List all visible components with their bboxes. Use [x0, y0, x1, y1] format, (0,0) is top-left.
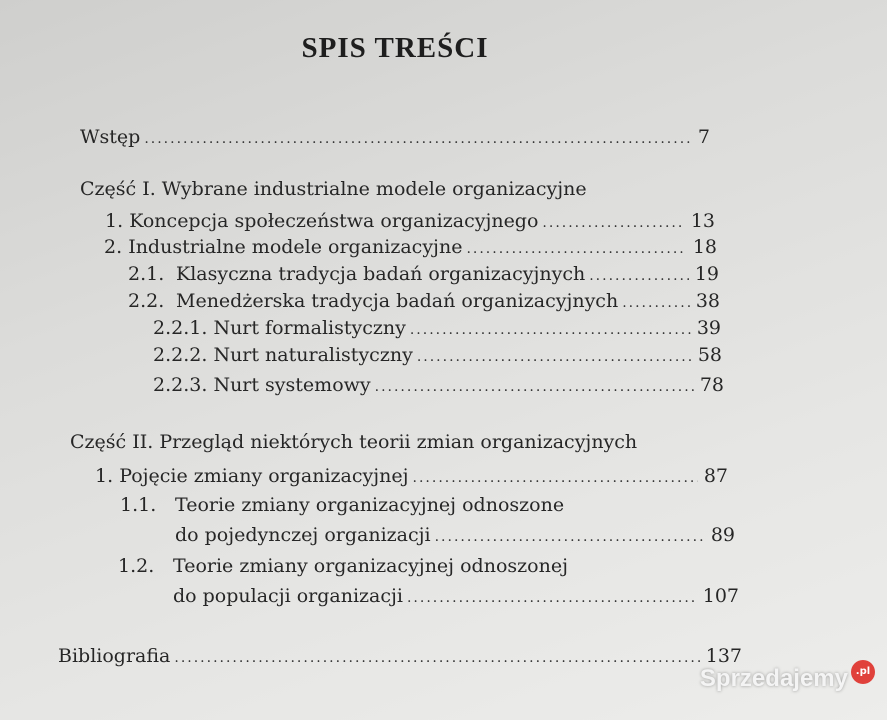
entry-page: 78	[699, 374, 724, 396]
dot-leader	[466, 236, 686, 262]
watermark-badge: .pl	[851, 660, 875, 684]
dot-leader	[410, 317, 691, 343]
entry-label: Teorie zmiany organizacyjnej odnoszone	[175, 494, 565, 516]
toc-entry-wstep	[80, 124, 710, 152]
page-title: SPIS TREŚCI	[301, 32, 489, 64]
dot-leader	[542, 210, 684, 236]
toc-entry-line2	[173, 583, 739, 611]
dot-leader	[174, 645, 699, 671]
entry-label: Wstęp	[80, 126, 141, 148]
entry-number: 2.2.	[128, 290, 165, 312]
entry-page: 137	[705, 645, 742, 667]
toc-entry-line1	[118, 553, 568, 579]
toc-entry-line1	[120, 492, 564, 518]
watermark	[700, 664, 875, 694]
entry-label: Klasyczna tradycja badań organizacyjnych	[176, 263, 586, 285]
toc-entry	[128, 261, 719, 289]
dot-leader	[417, 344, 692, 370]
entry-page: 87	[703, 465, 728, 487]
entry-number: 2.	[104, 236, 123, 258]
toc-part-heading	[80, 176, 587, 202]
toc-entry	[104, 234, 717, 262]
entry-continuation: do populacji organizacji	[173, 585, 403, 607]
entry-page: 38	[695, 290, 720, 312]
entry-label: Pojęcie zmiany organizacyjnej	[119, 465, 409, 487]
entry-number: 2.1.	[128, 263, 165, 285]
entry-number: 1.2.	[118, 555, 155, 577]
dot-leader	[413, 465, 698, 491]
entry-label: Nurt systemowy	[213, 374, 371, 396]
entry-number: 2.2.2.	[153, 344, 208, 366]
entry-label: Bibliografia	[58, 645, 171, 667]
entry-number: 1.	[95, 465, 114, 487]
entry-label: Industrialne modele organizacyjne	[128, 236, 463, 258]
entry-page: 39	[696, 317, 721, 339]
toc-entry-bibliografia	[58, 643, 742, 671]
dot-leader	[622, 290, 690, 316]
entry-label: Nurt formalistyczny	[213, 317, 406, 339]
entry-label: Menedżerska tradycja badań organizacyjnych	[176, 290, 619, 312]
entry-number: 2.2.1.	[153, 317, 208, 339]
toc-entry	[95, 463, 728, 491]
toc-entry	[153, 342, 722, 370]
dot-leader	[435, 524, 705, 550]
entry-label: Teorie zmiany organizacyjnej odnoszonej	[173, 555, 568, 577]
entry-page: 58	[697, 344, 722, 366]
entry-page: 107	[702, 585, 739, 607]
part-label: Część II. Przegląd niektórych teorii zmian organizacyjnych	[70, 431, 638, 453]
dot-leader	[144, 126, 692, 152]
dot-leader	[375, 374, 694, 400]
dot-leader	[407, 585, 697, 611]
entry-page: 19	[694, 263, 719, 285]
toc-entry	[153, 372, 724, 400]
entry-number: 1.1.	[120, 494, 157, 516]
dot-leader	[589, 263, 689, 289]
toc-entry	[128, 288, 720, 316]
entry-page: 7	[697, 126, 710, 148]
entry-page: 18	[692, 236, 717, 258]
entry-label: Koncepcja społeczeństwa organizacyjnego	[129, 210, 539, 232]
toc-entry-line2	[175, 522, 735, 550]
entry-number: 2.2.3.	[153, 374, 208, 396]
entry-page: 13	[690, 210, 715, 232]
entry-continuation: do pojedynczej organizacji	[175, 524, 431, 546]
entry-number: 1.	[105, 210, 124, 232]
entry-label: Nurt naturalistyczny	[213, 344, 413, 366]
watermark-logo: Sprzedajemy	[699, 665, 848, 692]
toc-entry	[153, 315, 721, 343]
toc-entry	[105, 208, 715, 236]
part-label: Część I. Wybrane industrialne modele organizacyjne	[80, 178, 587, 200]
toc-part-heading	[70, 429, 637, 455]
entry-page: 89	[710, 524, 735, 546]
